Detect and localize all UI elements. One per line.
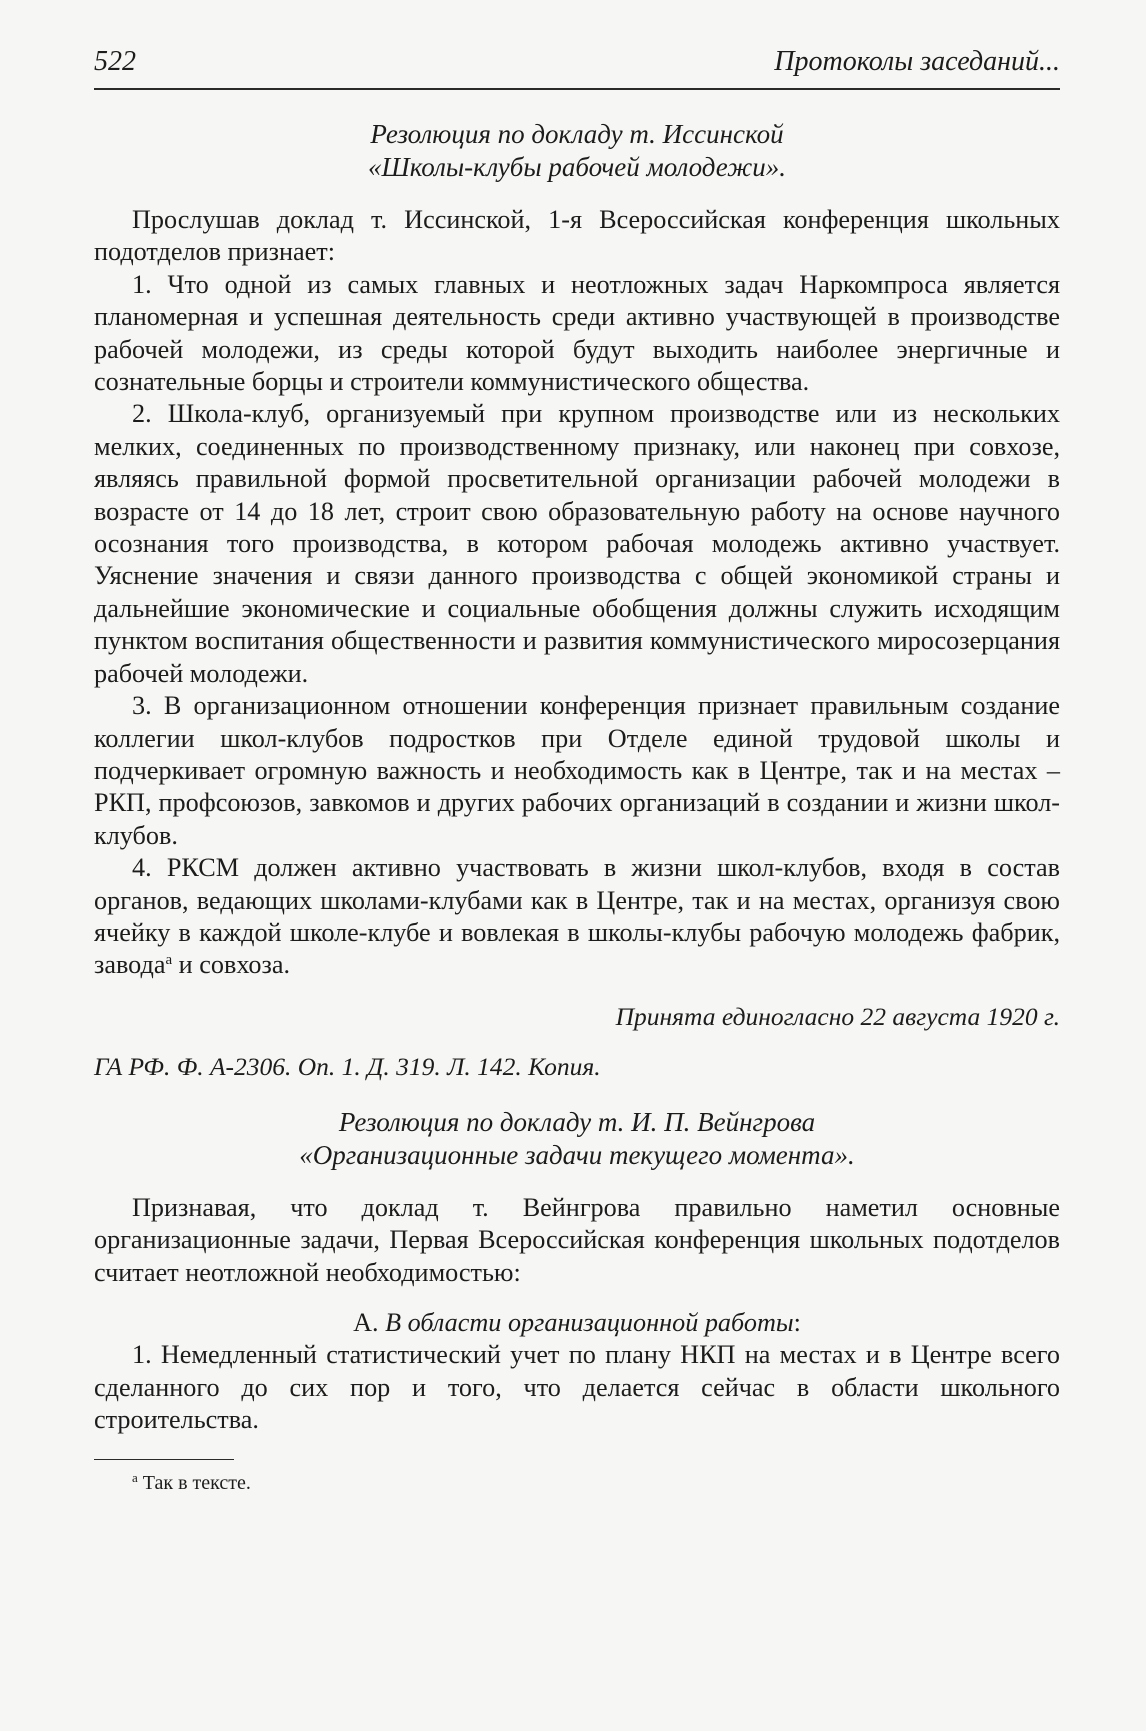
footnote-rule: [94, 1459, 234, 1460]
item-4-text-end: и совхоза.: [172, 950, 291, 980]
resolution-2-intro: Признавая, что доклад т. Вейнгрова правильно наметил основные организационные задачи, Первая Всероссийская конференция школьных подотделов считает неотложной необходимостью:: [94, 1192, 1060, 1287]
adoption-note: Принята единогласно 22 августа 1920 г.: [615, 1001, 1060, 1031]
resolution-2-item-1: 1. Немедленный статистический учет по плану НКП на местах и в Центре всего сделанного до сих пор и того, что делается сейчас в области школьного строительства.: [94, 1340, 1060, 1435]
resolution-1-item-1: 1. Что одной из самых главных и неотложных задач Наркомпроса является планомерная и успешная деятельность среди активно участвующей в производстве рабочей молодежи, из среды которой будут выходить наиболее энергичные и сознательные борцы и строители коммунистического общества.: [94, 269, 1060, 397]
resolution-1-heading-line-1: Резолюция по докладу т. Иссинской: [370, 119, 784, 149]
resolution-1-intro: Прослушав доклад т. Иссинской, 1-я Всероссийская конференция школьных подотделов признает:: [94, 205, 1060, 267]
item-4-text: 4. РКСМ должен активно участвовать в жизни школ-клубов, входя в состав органов, ведающих школами-клубами как в Центре, так и на местах, организуя свою ячейку в каждой школе-клубе и вовлекая в школы-клубы рабочую молодежь фабрик, завода: [94, 853, 1060, 980]
running-title: Протоколы заседаний...: [774, 46, 1060, 77]
resolution-1-heading: [94, 118, 1060, 184]
footnote: [94, 1469, 1060, 1495]
archive-reference: ГА РФ. Ф. А-2306. Оп. 1. Д. 319. Л. 142. Копия.: [94, 1051, 601, 1081]
resolution-2-heading-line-2: «Организационные задачи текущего момента».: [299, 1139, 855, 1170]
running-header: [94, 46, 1060, 90]
resolution-1-item-2: 2. Школа-клуб, организуемый при крупном производстве или из нескольких мелких, соединенных по производственному признаку, или наконец при совхозе, являясь правильной формой просветительной организации рабочей молодежи в возрасте от 14 до 18 лет, строит свою образовательную работу на основе научного осознания того производства, в котором рабочая молодежь активно участвует. Уяснение значения и связи данного производства с общей экономикой страны и дальнейшие экономические и социальные обобщения должны служить исходящим пунктом воспитания общественности и развития коммунистического миросозерцания рабочей молодежи.: [94, 399, 1060, 688]
section-title: В области организационной работы: [385, 1307, 794, 1337]
resolution-1-heading-line-2: «Школы-клубы рабочей молодежи».: [368, 152, 786, 182]
section-a-heading: [94, 1307, 1060, 1339]
document-page: [94, 46, 1060, 1495]
resolution-1-body: [94, 204, 1060, 982]
resolution-1-item-4: [94, 852, 1060, 982]
resolution-2-heading: [94, 1106, 1060, 1172]
resolution-2-body: [94, 1192, 1060, 1437]
footnote-mark: а: [132, 1469, 138, 1485]
resolution-2-heading-line-1: Резолюция по докладу т. И. П. Вейнгрова: [338, 1106, 816, 1137]
resolution-1-item-3: 3. В организационном отношении конференция признает правильным создание коллегии школ-клубов подростков при Отделе единой трудовой школы и подчеркивает огромную важность и необходимость как в Центре, так и на местах – РКП, профсоюзов, завкомов и других рабочих организаций в создании и жизни школ-клубов.: [94, 691, 1060, 850]
footnote-marker: а: [165, 952, 173, 969]
section-colon: :: [793, 1307, 801, 1337]
footnote-text: Так в тексте.: [137, 1471, 251, 1494]
page-number: 522: [94, 46, 136, 77]
section-letter: А.: [353, 1307, 379, 1337]
